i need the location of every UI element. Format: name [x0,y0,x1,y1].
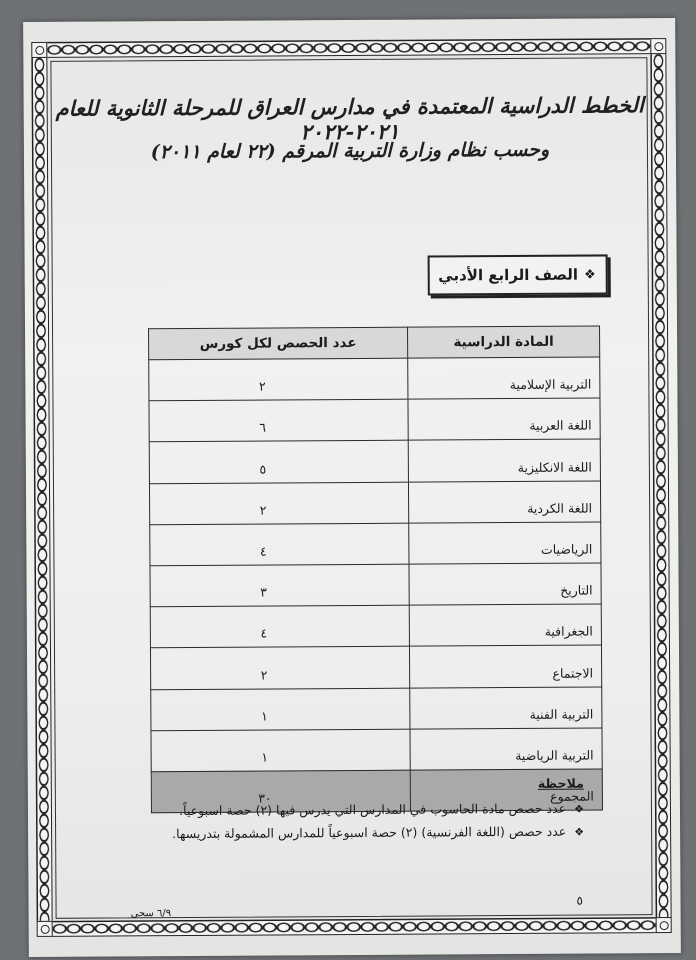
table-row [150,604,601,648]
top-border-ornament [47,38,650,58]
note-item [84,824,584,842]
right-border-ornament [650,54,671,917]
periods-cell: ١ [151,688,410,731]
subject-cell: التاريخ [409,563,601,605]
document-code: ٦/٩ سجى [130,908,172,920]
document-title: الخطط الدراسية المعتمدة في مدارس العراق للمرحلة الثانوية للعام ٢٠٢١-٢٠٢٢ [55,92,644,145]
subject-cell: اللغة العربية [408,398,600,440]
document-subtitle: وحسب نظام وزارة التربية المرقم (٢٢ لعام ٢٠١١) [150,138,550,164]
document-page [23,18,681,957]
periods-column-header: عدد الحصص لكل كورس [149,327,408,360]
subject-cell: الجغرافية [409,604,601,646]
subjects-table [148,325,603,813]
table-row [149,357,600,401]
total-label: المجموع [410,769,602,811]
subject-cell: اللغة الانكليزية [408,439,600,481]
diamond-bullet-icon: ❖ [574,802,585,816]
table-row [149,439,600,483]
subject-cell: التربية الرياضية [410,728,602,770]
notes-heading: ملاحظة [537,775,584,791]
left-border-ornament [31,58,52,921]
periods-cell: ٢ [150,646,409,689]
corner-ornament-icon [31,42,47,58]
periods-cell: ٢ [149,482,408,525]
note-text: عدد حصص (اللغة الفرنسية) (٢) حصة اسبوعياً للمدارس المشمولة بتدريسها. [172,823,567,842]
grade-label: الصف الرابع الأدبي [438,265,579,285]
corner-ornament-icon [650,38,666,54]
table-row [149,481,600,525]
note-item [84,801,584,819]
diamond-bullet-icon: ❖ [584,267,596,283]
table-row [150,563,601,607]
subject-column-header: المادة الدراسية [408,326,600,358]
notes-section [84,776,584,850]
periods-cell: ٦ [149,399,408,442]
page-number: ٥ [576,893,584,908]
subject-cell: الرياضيات [409,522,601,564]
diamond-bullet-icon: ❖ [574,825,585,839]
table-row [150,645,601,689]
periods-cell: ٣ [150,564,409,607]
bottom-border-ornament [53,917,656,937]
periods-cell: ٤ [150,605,409,648]
periods-cell: ٤ [150,523,409,566]
corner-ornament-icon [656,917,672,933]
grade-label-box [428,254,608,295]
subject-cell: اللغة الكردية [408,481,600,523]
subject-cell: التربية الفنية [410,686,602,728]
table-header-row [149,326,600,360]
corner-ornament-icon [37,921,53,937]
periods-cell: ٢ [149,358,408,401]
total-value: ٣٠ [151,770,410,813]
subject-cell: الاجتماع [409,645,601,687]
table-row [151,686,602,730]
periods-cell: ٥ [149,441,408,484]
subject-cell: التربية الإسلامية [408,357,600,399]
periods-cell: ١ [151,729,410,772]
table-row [149,398,600,442]
table-row [150,522,601,566]
note-text: عدد حصص مادة الحاسوب في المدارس التي يدرس فيها (٢) حصة اسبوعياً. [179,800,567,819]
table-row [151,728,602,772]
